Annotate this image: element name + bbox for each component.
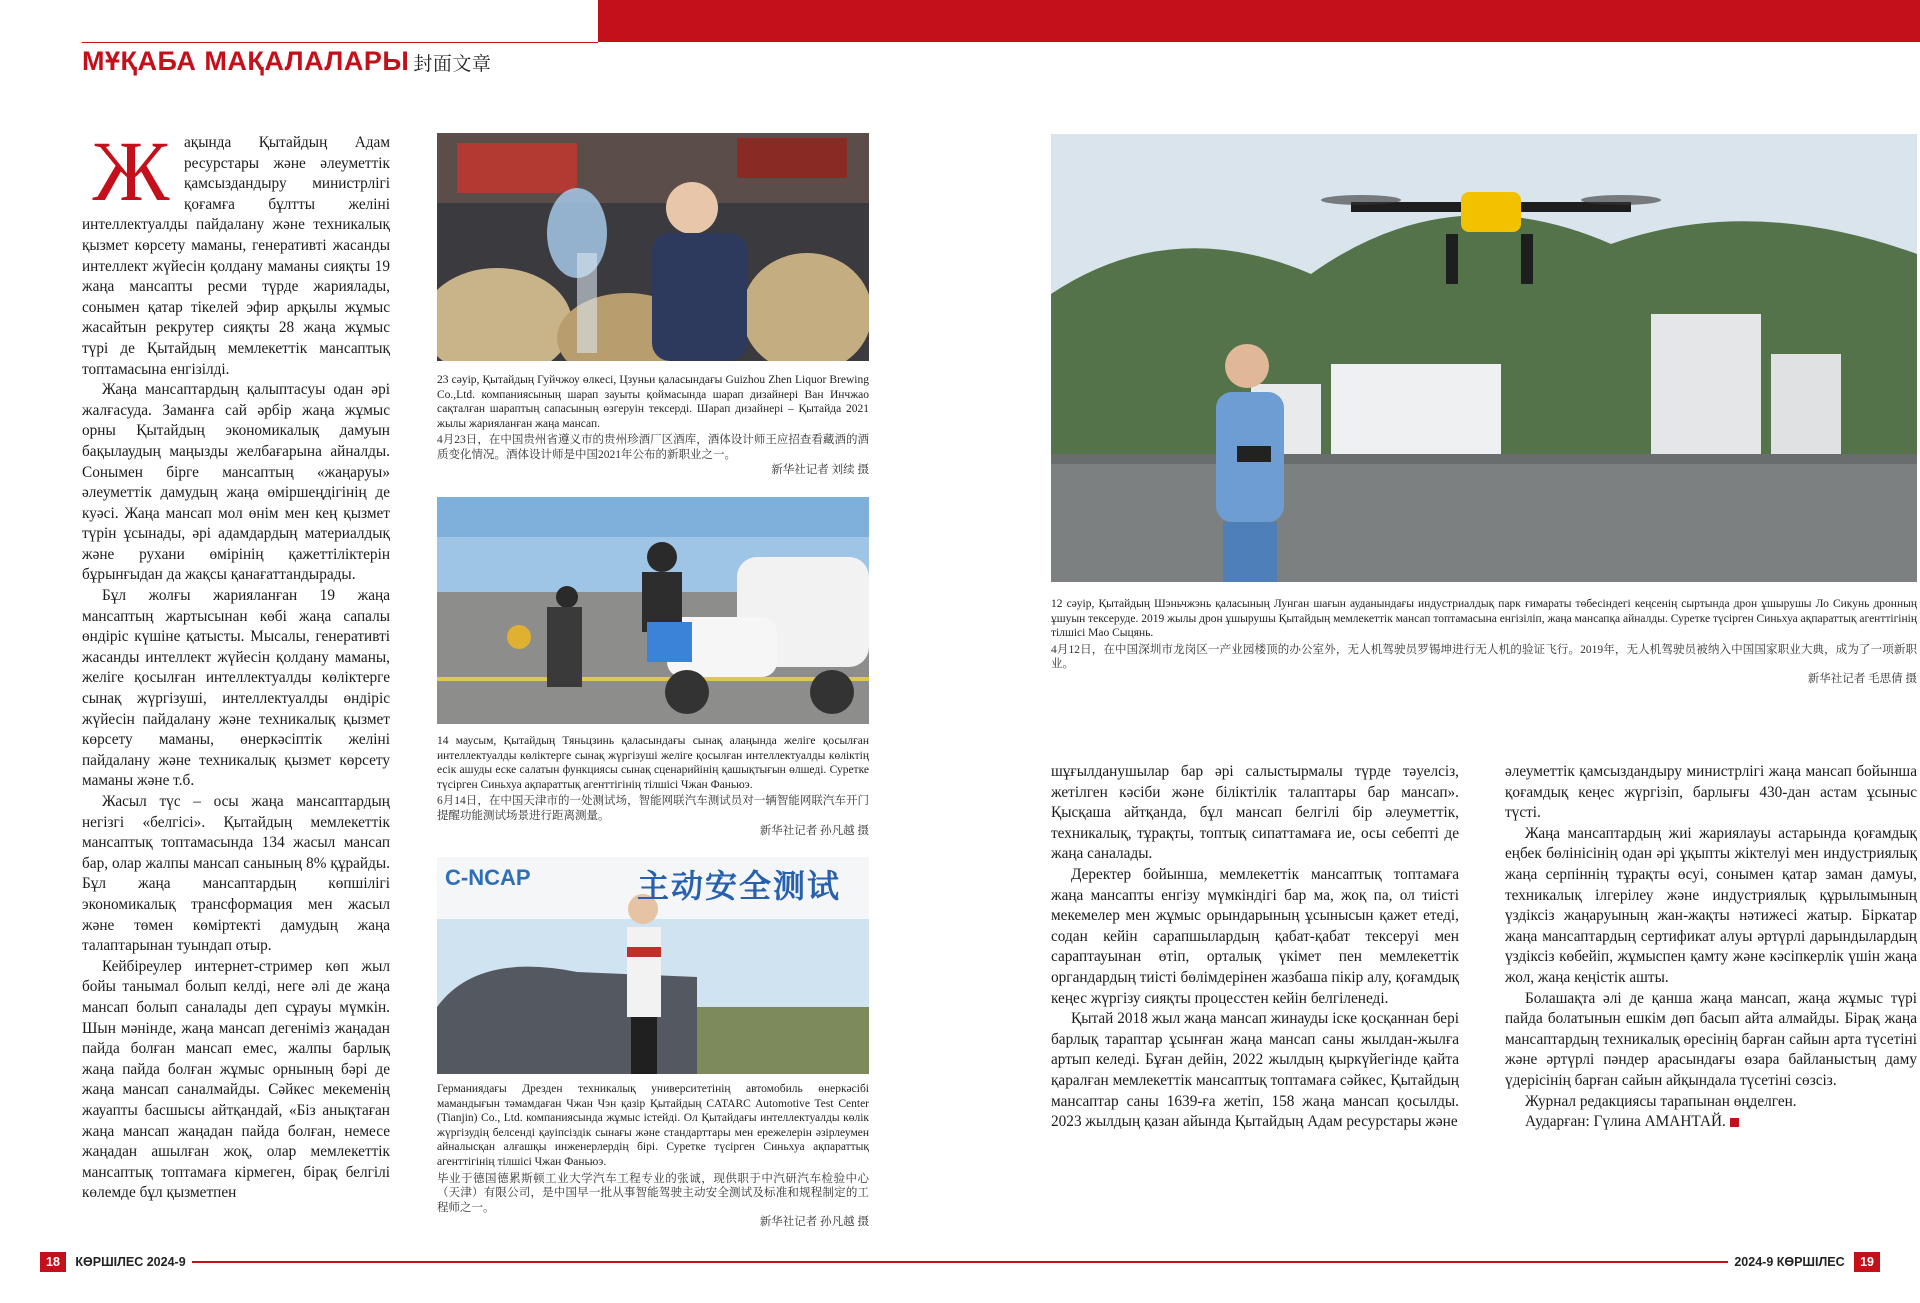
photo-wine-designer [437,133,869,361]
paragraph: әлеуметтік қамсыздандыру министрлігі жаңа мансап бойынша қоғамдық кеңес жүргізіп, барлығы 430-дан астам ұсыныс түсті. [1505,763,1917,822]
photo-caption [1051,597,1917,687]
article-column-1 [82,123,390,1223]
caption-kz: Германиядағы Дрезден техникалық университетінің автомобиль өнеркәсібі мамандығын тәмамдаған Чжан Чэн қазір Қытайдың CATARC Automotive Test Center (Tianjin) Co., Ltd. компаниясында жұмыс істейді. Ол Қытайдағы интеллектуалды көлік жүргізудің белсенді қауіпсіздік сынағы және стандарттары мен ережелерін әзірлеумен айналысқан алғашқы инженерлердің бірі. Суретке түсірген Синьхуа ақпараттық агенттігінің тілшісі Чжан Фаньюэ. [437,1083,869,1168]
footer-rule [960,1261,1830,1263]
paragraph: Қытай 2018 жыл жаңа мансап жинауды іске қосқаннан бері барлық тараптар ұсынған жаңа мансап саны жылдан-жылға артып келеді. Бұған дейін, 2022 жылдың қыркүйегінде қайта қаралған мемлекеттік мансаптық топтамаға сәйкес, Қытайдың мансаптар саны 1639-ға жетіп, 158 жаңа мансап қосылды. 2023 жылдың қазан айында Қытайдың Адам ресурстары және [1051,1010,1459,1131]
cncap-logo-text: C-NCAP [445,865,531,890]
translator-credit [1505,1112,1917,1133]
header-red-bar [598,0,1920,42]
section-title: МҰҚАБА МАҚАЛАЛАРЫ [82,46,410,76]
article-column-4 [1505,762,1917,1262]
caption-cn: 4月12日，在中国深圳市龙岗区一产业园楼顶的办公室外，无人机驾驶员罗锡坤进行无人机的验证飞行。2019年，无人机驾驶员被纳入中国国家职业大典，成为了一项新职业。 [1051,643,1917,671]
photo-drone-operator [1051,134,1917,582]
caption-credit: 新华社记者 刘续 摄 [771,463,869,476]
photo-caption [437,734,869,838]
right-page [960,42,1920,1303]
paragraph: Жасыл түс – осы жаңа мансаптардың негізгі «белгісі». Қытайдың мемлекеттік мансаптық топтамасында 134 жасыл мансап бар, олар жалпы мансап санының 8% құрайды. Бұл жаңа мансаптардың көпшілігі экономикалық трансформация мен жасыл және төмен көміртекті дамудың жаңа талаптарынан туындап отыр. [82,793,390,955]
end-mark-icon [1730,1118,1739,1127]
header-rule [82,42,598,43]
paragraph: Жаңа мансаптардың қалыптасуы одан әрі жалғасуда. Заманға сай әрбір жаңа жұмыс орны Қытайдың экономикалық дамуын бақылаудың маңызды желбағарына айналды. Сонымен бірге мансаптың «жаңаруы» әлеуметтік дамудың жаңа өміршеңдігінің де куәсі. Жаңа мансап мол өнім мен кең қызмет түрін ұсынады, әрі адамдардың материалдық және рухани өмірінің қажеттіліктерін бұрынғыдан да жақсы қанағаттандырады. [82,381,390,584]
caption-credit: 新华社记者 孙凡越 摄 [759,1216,869,1229]
caption-kz: 23 сәуір, Қытайдың Гуйчжоу өлкесі, Цзуньи қаласындағы Guizhou Zhen Liquor Brewing Co.,Ltd. компаниясының шарап зауыты қоймасында шарап дизайнері Ван Инчжао сақталған шараптың сапасының өзгеруін тексерді. Шарап дизайнері – Қытайда 2021 жылы жарияланған жаңа мансап. [437,374,869,430]
banner-text: 主动安全测试 [637,867,842,905]
paragraph: шұғылданушылар бар әрі салыстырмалы түрде тәуелсіз, жетілген кәсіби және біліктілік талаптары бар мансап». Қысқаша айтқанда, бұл мансап белгілі бір әлеуметтік, техникалық, тұрақты, топтық сипаттамаға ие, осы себепті де жаңа саналады. [1051,763,1459,863]
photo-caption [437,373,869,477]
paragraph: Жаңа мансаптардың жиі жариялауы астарында қоғамдық еңбек бөлінісінің одан әрі ұқыпты жіктелуі мен индустриялық жаңа серпіннің тұрақты өсуі, сонымен қатар заман дамуы, техникалық ілгерілеу және индустриялық құрылымының үздіксіз жаңаруының жан-жақты нәтижесі жатыр. Біркатар жаңа мансаптардың сертификат алуы әртүрлі дарындылардың үздіксіз көбейіп, жұмыспен қамту және кәсіпкерлік үшін жаңа жол, жаңа кеңістік ашты. [1505,824,1917,986]
caption-kz: 12 сәуір, Қытайдың Шэньчжэнь қаласының Лунган шағын ауданындағы индустриалдық парк ғимараты төбесіндегі кеңсенің сыртында дрон ұшырушы Ло Сикунь дронның ұшуын тексеруде. 2019 жылы дрон ұшырушы Қытайдың мемлекеттік мансап топтамасына енгізіліп, жаңа мансапқа айналды. Суретке түсірген Синьхуа ақпараттық агенттігінің тілшісі Мао Сыцянь. [1051,598,1917,640]
footer-rule [82,1261,960,1263]
paragraph: Бұл жолғы жарияланған 19 жаңа мансаптың жартысынан көбі жаңа сапалы өндіріс күшіне қатысты. Мысалы, генеративті жасанды интеллект жүйесін қолдану маманы, желіге қосылған интеллектуалды көліктерге сынақ жүргізуші, интеллектуалды өндіріс жүйесін пайдалану және техникалық қызмет көрсету маманы, өнеркәсіптік желіні пайдалану және техникалық қызмет көрсету маманы және т.б. [82,587,390,790]
paragraph: Кейбіреулер интернет-стример көп жыл бойы танымал болып келді, неге әлі де жаңа мансап болып саналады деп сұрауы мүмкін. Шын мәнінде, жаңа мансап дегеніміз жаңадан пайда болған мансап емес, жалпы барлық жаңа пайда болған жұмыс орнының бәрі де жаңа мансап саналмайды. Сәйкес мекеменің жауапты басшысы айтқандай, «Біз анықтаған жаңа мансап жаңадан пайда болған, немесе жаңадан ашылған жоқ, олар мемлекеттік мансаптық топтамаға кірмеген, бірақ белгілі көлемде бұл қызметпен [82,957,390,1202]
page-number: 19 [1854,1252,1880,1272]
photo-vehicle-test [437,497,869,724]
editor-note: Журнал редакциясы тарапынан өңделген. [1525,1092,1797,1110]
photo-engineer [437,857,869,1074]
caption-credit: 新华社记者 孙凡越 摄 [759,824,869,837]
paragraph: Деректер бойынша, мемлекеттік мансаптық топтамаға жаңа мансапты енгізу мүмкіндігі бар ма, жоқ па, ол тиісті мекемелер мен жұмыс орындарының ұсынысын қажет етеді, содан кейін сарапшылардың қабат-қабат тексеруі мен сараптауынан өтіп, орталық үкімет пен мемлекеттік органдардың тиісті бөлімдерінен жазбаша пікір алу, қоғамдық кеңес жүргізу сияқты процесстен кейін белгіленеді. [1051,865,1459,1007]
footer-left [40,1252,192,1272]
caption-cn: 毕业于德国德累斯顿工业大学汽车工程专业的张诚，现供职于中汽研汽车检验中心（天津）有限公司，是中国早一批从事智能驾驶主动安全测试及标准和规程制定的工程师之一。 [437,1172,869,1214]
caption-cn: 6月14日，在中国天津市的一处测试场，智能网联汽车测试员对一辆智能网联汽车开门提醒功能测试场景进行距离测量。 [437,795,869,822]
paragraph: ақында Қытайдың Адам ресурстары және әлеуметтік қамсыздандыру министрлігі қоғамға бұлтты желіні интеллектуалды пайдалану және техникалық қызмет көрсету маманы, генеративті жасанды интеллект жүйесін қолдану маманы сияқты 19 жаңа мансапты ресми түрде жариялады, сонымен қатар тікелей эфир арқылы жұмыс жасайтын рекрутер сияқты 28 жаңа жұмыс түрі де Қытайдың мемлекеттік мансаптық топтамасына енгізілді. [82,134,390,378]
page-number: 18 [40,1252,66,1272]
footer-label: КӨРШІЛЕС 2024-9 [69,1255,191,1269]
photo-caption [437,1082,869,1230]
caption-kz: 14 маусым, Қытайдың Тяньцзинь қаласындағы сынақ алаңында желіге қосылған интеллектуалды көліктерге сынақ жүргізуші желіге қосылған интеллектуалды көліктің есік ашуды еске салатын функциясы сынақ сценарийінің қашықтығын өлшеді. Суретке түсірген Синьхуа ақпараттық агенттігінің тілшісі Чжан Фаньюэ. [437,735,869,791]
drop-cap: Ж [92,123,170,219]
caption-credit: 新华社记者 毛思倩 摄 [1807,672,1917,685]
section-title-cn: 封面文章 [413,54,492,75]
footer-label: 2024-9 КӨРШІЛЕС [1728,1255,1850,1269]
article-column-3 [1051,762,1459,1262]
paragraph: Болашақта әлі де қанша жаңа мансап, жаңа жұмыс түрі пайда болатынын ешкім дөп басып айта алмайды. Бірақ жаңа мансаптардың техникалық өресінің барған сайын арта түсетіні және әртүрлі пәндер арасындағы өзара байланыстың даму үдерісінің барған сайын айқындала түсетіні сөзсіз. [1505,989,1917,1089]
translator-name: Аударған: Гүлина АМАНТАЙ. [1525,1113,1726,1131]
caption-cn: 4月23日，在中国贵州省遵义市的贵州珍酒厂区酒库，酒体设计师王应招查看藏酒的酒质变化情况。酒体设计师是中国2021年公布的新职业之一。 [437,434,869,461]
section-heading [82,46,491,77]
footer-right [1728,1252,1880,1272]
